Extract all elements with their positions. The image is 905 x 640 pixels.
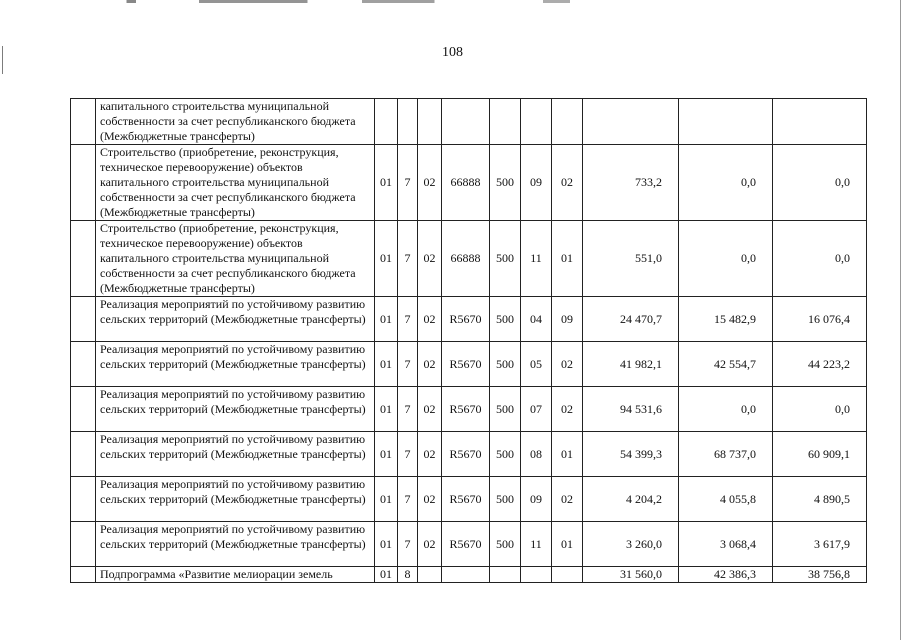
amount-year-2: 42 554,7	[679, 342, 773, 387]
table-row	[71, 477, 867, 522]
margin-cell	[71, 477, 96, 522]
margin-cell	[71, 342, 96, 387]
amount-year-1	[583, 99, 679, 145]
table-row	[71, 342, 867, 387]
code-section: 01	[375, 477, 398, 522]
code-program: 7	[398, 297, 418, 342]
code-direction: R5670	[442, 387, 490, 432]
code-division: 11	[521, 522, 552, 567]
code-direction: R5670	[442, 297, 490, 342]
item-name: Реализация мероприятий по устойчивому развитию сельских территорий (Межбюджетные трансферты)	[96, 387, 375, 432]
code-program: 7	[398, 387, 418, 432]
amount-year-3: 38 756,8	[773, 567, 867, 583]
code-division	[521, 99, 552, 145]
code-expense-type: 500	[490, 432, 521, 477]
code-section: 01	[375, 221, 398, 297]
code-section: 01	[375, 387, 398, 432]
code-expense-type: 500	[490, 342, 521, 387]
amount-year-1: 3 260,0	[583, 522, 679, 567]
amount-year-2: 0,0	[679, 145, 773, 221]
code-section: 01	[375, 342, 398, 387]
item-name: Реализация мероприятий по устойчивому развитию сельских территорий (Межбюджетные трансферты)	[96, 477, 375, 522]
code-subprogram: 02	[418, 297, 442, 342]
code-subprogram: 02	[418, 522, 442, 567]
item-name: капитального строительства муниципальной собственности за счет республиканского бюджета (Межбюджетные трансферты)	[96, 99, 375, 145]
code-program: 8	[398, 567, 418, 583]
code-program: 7	[398, 221, 418, 297]
code-section: 01	[375, 432, 398, 477]
amount-year-3: 44 223,2	[773, 342, 867, 387]
amount-year-2	[679, 99, 773, 145]
item-name: Строительство (приобретение, реконструкция, техническое перевооружение) объектов капитального строительства муниципальной собственности за счет республиканского бюджета (Межбюджетные трансферты)	[96, 145, 375, 221]
margin-cell	[71, 145, 96, 221]
table-row	[71, 145, 867, 221]
amount-year-2: 15 482,9	[679, 297, 773, 342]
code-direction: R5670	[442, 432, 490, 477]
code-direction: R5670	[442, 522, 490, 567]
code-section: 01	[375, 567, 398, 583]
table-row	[71, 297, 867, 342]
code-subdivision: 02	[552, 387, 583, 432]
code-subprogram: 02	[418, 387, 442, 432]
code-direction: 66888	[442, 221, 490, 297]
amount-year-1: 24 470,7	[583, 297, 679, 342]
code-subdivision: 01	[552, 522, 583, 567]
table-row	[71, 567, 867, 583]
amount-year-3	[773, 99, 867, 145]
amount-year-2: 4 055,8	[679, 477, 773, 522]
amount-year-3: 4 890,5	[773, 477, 867, 522]
scan-artifact-right	[900, 0, 901, 640]
code-program: 7	[398, 432, 418, 477]
code-program: 7	[398, 342, 418, 387]
table-row	[71, 387, 867, 432]
code-direction	[442, 567, 490, 583]
amount-year-2: 0,0	[679, 221, 773, 297]
margin-cell	[71, 522, 96, 567]
item-name: Реализация мероприятий по устойчивому развитию сельских территорий (Межбюджетные трансферты)	[96, 522, 375, 567]
margin-cell	[71, 297, 96, 342]
code-expense-type: 500	[490, 221, 521, 297]
code-subprogram: 02	[418, 145, 442, 221]
amount-year-1: 94 531,6	[583, 387, 679, 432]
code-subprogram: 02	[418, 477, 442, 522]
code-subprogram: 02	[418, 432, 442, 477]
amount-year-1: 31 560,0	[583, 567, 679, 583]
code-division: 11	[521, 221, 552, 297]
amount-year-2: 42 386,3	[679, 567, 773, 583]
code-division: 05	[521, 342, 552, 387]
amount-year-3: 16 076,4	[773, 297, 867, 342]
table-row	[71, 432, 867, 477]
code-subdivision	[552, 99, 583, 145]
budget-table	[70, 98, 867, 583]
amount-year-3: 0,0	[773, 387, 867, 432]
amount-year-1: 4 204,2	[583, 477, 679, 522]
amount-year-3: 0,0	[773, 221, 867, 297]
scan-artifact-top	[0, 0, 905, 3]
table-row	[71, 522, 867, 567]
amount-year-2: 0,0	[679, 387, 773, 432]
amount-year-3: 3 617,9	[773, 522, 867, 567]
amount-year-3: 60 909,1	[773, 432, 867, 477]
code-subprogram: 02	[418, 342, 442, 387]
code-direction: R5670	[442, 342, 490, 387]
margin-cell	[71, 99, 96, 145]
code-section: 01	[375, 297, 398, 342]
table-row	[71, 99, 867, 145]
amount-year-1: 41 982,1	[583, 342, 679, 387]
item-name: Подпрограмма «Развитие мелиорации земель	[96, 567, 375, 583]
code-subdivision: 02	[552, 342, 583, 387]
code-expense-type: 500	[490, 297, 521, 342]
table-row	[71, 221, 867, 297]
amount-year-2: 68 737,0	[679, 432, 773, 477]
code-subdivision: 01	[552, 432, 583, 477]
code-direction: R5670	[442, 477, 490, 522]
code-division: 04	[521, 297, 552, 342]
code-subdivision	[552, 567, 583, 583]
amount-year-3: 0,0	[773, 145, 867, 221]
code-program: 7	[398, 522, 418, 567]
code-expense-type: 500	[490, 145, 521, 221]
code-division: 07	[521, 387, 552, 432]
code-program: 7	[398, 477, 418, 522]
code-section: 01	[375, 522, 398, 567]
code-direction	[442, 99, 490, 145]
code-division: 09	[521, 145, 552, 221]
code-expense-type: 500	[490, 477, 521, 522]
code-division: 09	[521, 477, 552, 522]
code-expense-type	[490, 567, 521, 583]
code-expense-type: 500	[490, 387, 521, 432]
code-subdivision: 01	[552, 221, 583, 297]
code-subprogram: 02	[418, 221, 442, 297]
code-expense-type	[490, 99, 521, 145]
code-program: 7	[398, 145, 418, 221]
code-subdivision: 02	[552, 145, 583, 221]
margin-cell	[71, 221, 96, 297]
code-program	[398, 99, 418, 145]
code-subdivision: 09	[552, 297, 583, 342]
page-number: 108	[442, 45, 463, 60]
code-division: 08	[521, 432, 552, 477]
code-subprogram	[418, 99, 442, 145]
item-name: Строительство (приобретение, реконструкция, техническое перевооружение) объектов капитального строительства муниципальной собственности за счет республиканского бюджета (Межбюджетные трансферты)	[96, 221, 375, 297]
amount-year-1: 733,2	[583, 145, 679, 221]
code-expense-type: 500	[490, 522, 521, 567]
code-section	[375, 99, 398, 145]
code-division	[521, 567, 552, 583]
amount-year-1: 551,0	[583, 221, 679, 297]
amount-year-1: 54 399,3	[583, 432, 679, 477]
margin-cell	[71, 387, 96, 432]
code-section: 01	[375, 145, 398, 221]
item-name: Реализация мероприятий по устойчивому развитию сельских территорий (Межбюджетные трансферты)	[96, 297, 375, 342]
code-subprogram	[418, 567, 442, 583]
amount-year-2: 3 068,4	[679, 522, 773, 567]
item-name: Реализация мероприятий по устойчивому развитию сельских территорий (Межбюджетные трансферты)	[96, 342, 375, 387]
item-name: Реализация мероприятий по устойчивому развитию сельских территорий (Межбюджетные трансферты)	[96, 432, 375, 477]
code-direction: 66888	[442, 145, 490, 221]
margin-cell	[71, 567, 96, 583]
margin-cell	[71, 432, 96, 477]
code-subdivision: 02	[552, 477, 583, 522]
